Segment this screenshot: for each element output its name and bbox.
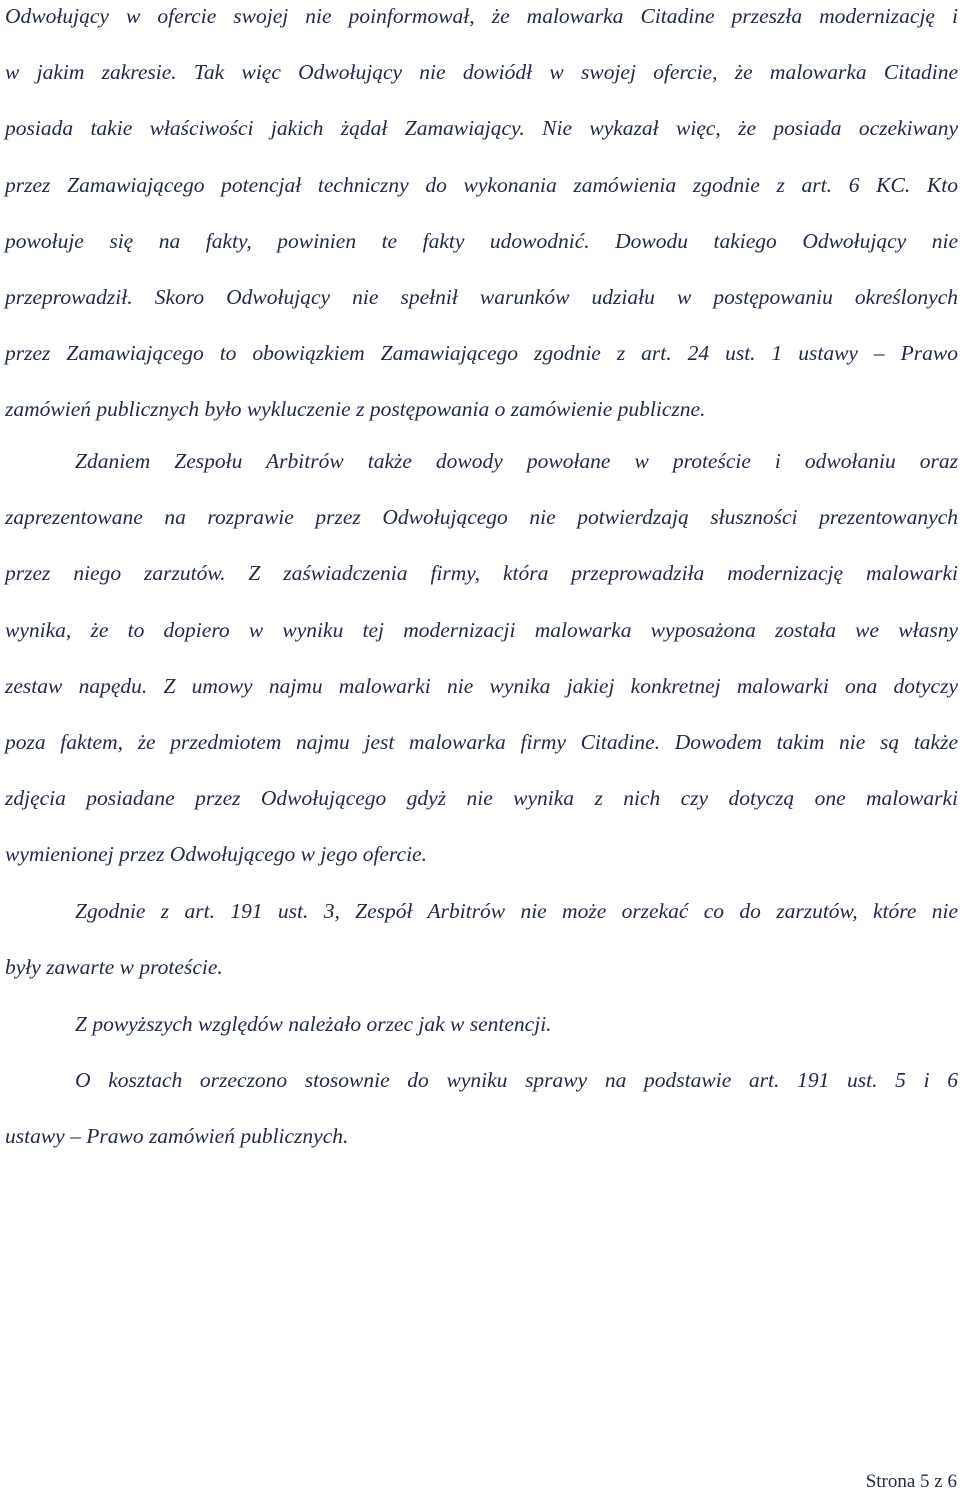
paragraph-line: Zdaniem Zespołu Arbitrów także dowody powołane w proteście i odwołaniu oraz xyxy=(75,449,958,473)
paragraph-line: poza faktem, że przedmiotem najmu jest malowarka firmy Citadine. Dowodem takim nie są także xyxy=(5,730,958,755)
paragraph-line: zestaw napędu. Z umowy najmu malowarki nie wynika jakiej konkretnej malowarki ona dotyczy xyxy=(5,673,958,698)
paragraph-line: przez niego zarzutów. Z zaświadczenia firmy, która przeprowadziła modernizację malowarki xyxy=(5,561,958,586)
paragraph-line: przez Zamawiającego potencjał techniczny do wykonania zamówienia zgodnie z art. 6 KC. Kto xyxy=(5,172,958,197)
paragraph-line: przeprowadził. Skoro Odwołujący nie spełnił warunków udziału w postępowaniu określonych xyxy=(5,285,958,310)
paragraph-4 xyxy=(5,996,958,1052)
paragraph-5 xyxy=(5,1052,958,1164)
paragraph-line: posiada takie właściwości jakich żądał Zamawiający. Nie wykazał więc, że posiada oczekiwany xyxy=(5,116,958,141)
paragraph-line: zaprezentowane na rozprawie przez Odwołującego nie potwierdzają słuszności prezentowanych xyxy=(5,505,958,530)
paragraph-line: Z powyższych względów należało orzec jak w sentencji. xyxy=(75,1012,552,1036)
page-number: Strona 5 z 6 xyxy=(865,1471,957,1492)
paragraph-3 xyxy=(5,883,958,995)
paragraph-line: przez Zamawiającego to obowiązkiem Zamawiającego zgodnie z art. 24 ust. 1 ustawy – Prawo xyxy=(5,341,958,366)
paragraph-line: powołuje się na fakty, powinien te fakty udowodnić. Dowodu takiego Odwołujący nie xyxy=(5,228,958,253)
paragraph-line: ustawy – Prawo zamówień publicznych. xyxy=(5,1124,349,1149)
paragraph-line: były zawarte w proteście. xyxy=(5,955,223,980)
paragraph-line: zamówień publicznych było wykluczenie z postępowania o zamówienie publiczne. xyxy=(5,397,706,422)
paragraph-line: O kosztach orzeczono stosownie do wyniku sprawy na podstawie art. 191 ust. 5 i 6 xyxy=(75,1068,958,1092)
paragraph-line: wynika, że to dopiero w wyniku tej modernizacji malowarka wyposażona została we własny xyxy=(5,617,958,642)
paragraph-2 xyxy=(5,433,958,883)
paragraph-line: w jakim zakresie. Tak więc Odwołujący nie dowiódł w swojej ofercie, że malowarka Citadine xyxy=(5,60,958,85)
paragraph-line: zdjęcia posiadane przez Odwołującego gdyż nie wynika z nich czy dotyczą one malowarki xyxy=(5,786,958,811)
paragraph-line: wymienionej przez Odwołującego w jego ofercie. xyxy=(5,842,427,867)
paragraph-line: Odwołujący w ofercie swojej nie poinformował, że malowarka Citadine przeszła modernizację i xyxy=(5,4,958,28)
paragraph-1 xyxy=(5,0,958,438)
paragraph-line: Zgodnie z art. 191 ust. 3, Zespół Arbitrów nie może orzekać co do zarzutów, które nie xyxy=(75,899,958,923)
